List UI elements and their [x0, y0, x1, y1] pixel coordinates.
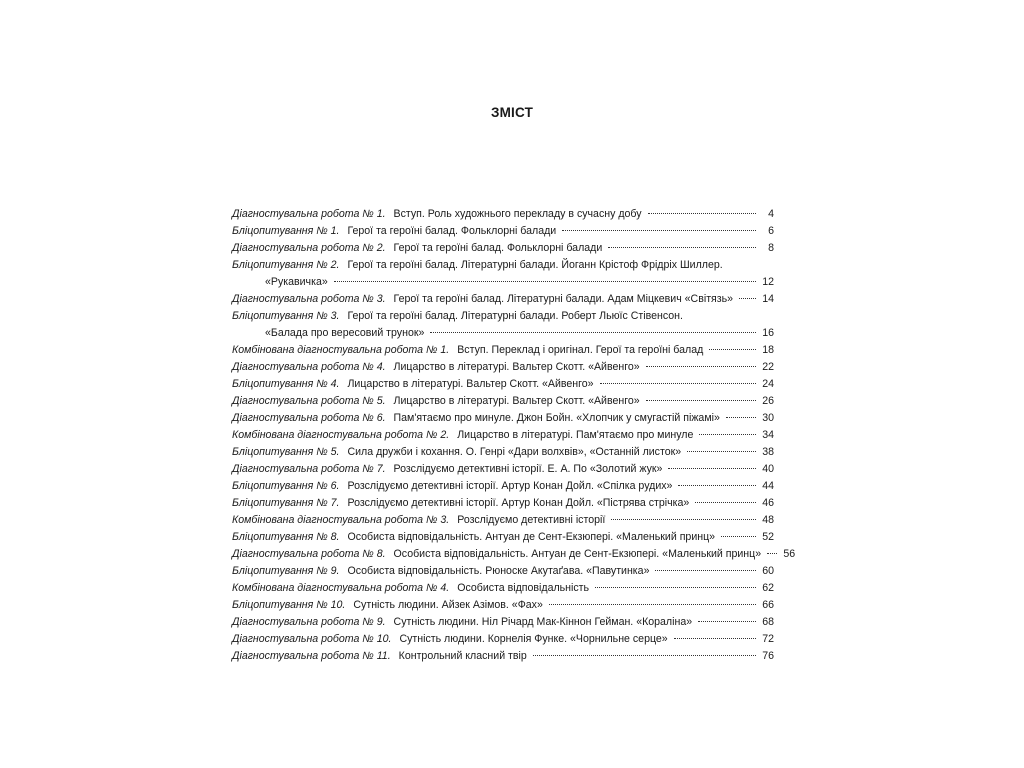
dot-leader: [600, 383, 756, 384]
toc-entry-page: 44: [762, 480, 774, 492]
toc-entry-label: Бліцопитування № 4.: [232, 378, 340, 390]
toc-entry: [232, 597, 774, 614]
toc-entry-label: Бліцопитування № 5.: [232, 446, 340, 458]
toc-entry-label: Діагностувальна робота № 5.: [232, 395, 386, 407]
toc-entry: [232, 257, 774, 274]
toc-entry-page: 8: [768, 242, 774, 254]
toc-entry-page: 34: [762, 429, 774, 441]
toc-entry-page: 72: [762, 633, 774, 645]
toc-entry-label: Діагностувальна робота № 10.: [232, 633, 392, 645]
toc-entry-label: Діагностувальна робота № 8.: [232, 548, 386, 560]
toc-entry: [232, 631, 774, 648]
toc-entry-page: 46: [762, 497, 774, 509]
toc-entry-page: 4: [768, 208, 774, 220]
dot-leader: [726, 417, 756, 418]
toc-entry-title: Вступ. Роль художнього перекладу в сучасну добу: [393, 208, 642, 220]
toc-entry-title: Лицарство в літературі. Вальтер Скотт. «Айвенго»: [347, 378, 594, 390]
toc-entry: [232, 529, 774, 546]
toc-entry-page: 26: [762, 395, 774, 407]
toc-entry-title: Розслідуємо детективні історії. Артур Конан Дойл. «Спілка рудих»: [347, 480, 673, 492]
toc-entry-page: 48: [762, 514, 774, 526]
toc-entry-label: Бліцопитування № 7.: [232, 497, 340, 509]
toc-entry-continuation: [232, 274, 774, 291]
toc-entry-title: Контрольний класний твір: [398, 650, 527, 662]
toc-entry-title: Розслідуємо детективні історії. Е. А. По «Золотий жук»: [393, 463, 663, 475]
toc-entry-title: Герої та героїні балад. Літературні балади. Йоганн Крістоф Фрідріх Шиллер.: [347, 259, 723, 271]
toc-entry-label: Бліцопитування № 2.: [232, 259, 340, 271]
toc-entry: [232, 359, 774, 376]
toc-entry-page: 6: [768, 225, 774, 237]
dot-leader: [709, 349, 756, 350]
toc-entry: [232, 240, 774, 257]
dot-leader: [668, 468, 756, 469]
toc-entry: [232, 444, 774, 461]
toc-entry-page: 16: [762, 327, 774, 339]
toc-entry-title: Вступ. Переклад і оригінал. Герої та героїні балад: [457, 344, 704, 356]
toc-entry-title: Особиста відповідальність. Антуан де Сент-Екзюпері. «Маленький принц»: [347, 531, 716, 543]
dot-leader: [595, 587, 756, 588]
toc-entry-label: Бліцопитування № 1.: [232, 225, 340, 237]
toc-entry-page: 22: [762, 361, 774, 373]
dot-leader: [687, 451, 756, 452]
toc-entry-page: 14: [762, 293, 774, 305]
toc-entry-label: Комбінована діагностувальна робота № 4.: [232, 582, 450, 594]
toc-entry-title: Розслідуємо детективні історії. Артур Конан Дойл. «Пістрява стрічка»: [347, 497, 690, 509]
toc-entry-page: 40: [762, 463, 774, 475]
toc-entry-page: 66: [762, 599, 774, 611]
toc-entry-page: 60: [762, 565, 774, 577]
toc-entry: [232, 308, 774, 325]
toc-entry: [232, 614, 774, 631]
dot-leader: [646, 400, 756, 401]
dot-leader: [648, 213, 756, 214]
dot-leader: [334, 281, 756, 282]
toc-entry: [232, 427, 774, 444]
toc-entry-label: Бліцопитування № 10.: [232, 599, 346, 611]
toc-entry-title: Сутність людини. Корнелія Функе. «Чорнильне серце»: [399, 633, 668, 645]
toc-entry: [232, 648, 774, 665]
toc-entry-label: Бліцопитування № 3.: [232, 310, 340, 322]
toc-entry-label: Бліцопитування № 6.: [232, 480, 340, 492]
dot-leader: [721, 536, 756, 537]
toc-entry-title: Пам'ятаємо про минуле. Джон Бойн. «Хлопчик у смугастій піжамі»: [393, 412, 720, 424]
dot-leader: [699, 434, 756, 435]
toc-entry-title: Герої та героїні балад. Фольклорні балади: [347, 225, 557, 237]
toc-entry-page: 18: [762, 344, 774, 356]
toc-entry-title: Розслідуємо детективні історії: [457, 514, 606, 526]
toc-entry-title: Лицарство в літературі. Пам'ятаємо про минуле: [457, 429, 694, 441]
dot-leader: [678, 485, 756, 486]
toc-entry-page: 68: [762, 616, 774, 628]
toc-entry: [232, 563, 774, 580]
toc-entry: [232, 206, 774, 223]
toc-entry-label: Діагностувальна робота № 6.: [232, 412, 386, 424]
dot-leader: [430, 332, 756, 333]
table-of-contents: [232, 206, 796, 665]
dot-leader: [655, 570, 756, 571]
toc-entry-title: Особиста відповідальність. Рюноске Акутаґава. «Павутинка»: [347, 565, 650, 577]
toc-entry: [232, 461, 774, 478]
toc-entry-page: 52: [762, 531, 774, 543]
toc-entry: [232, 495, 774, 512]
toc-entry: [232, 223, 774, 240]
dot-leader: [767, 553, 777, 554]
toc-entry-continuation: [232, 325, 774, 342]
dot-leader: [698, 621, 756, 622]
toc-entry-label: Бліцопитування № 8.: [232, 531, 340, 543]
toc-entry: [232, 580, 774, 597]
toc-entry-page: 30: [762, 412, 774, 424]
dot-leader: [674, 638, 756, 639]
toc-entry-label: Діагностувальна робота № 4.: [232, 361, 386, 373]
page-title: ЗМІСТ: [490, 105, 534, 120]
dot-leader: [739, 298, 756, 299]
toc-entry-page: 62: [762, 582, 774, 594]
dot-leader: [611, 519, 756, 520]
toc-entry: [232, 342, 774, 359]
toc-entry-title: Особиста відповідальність: [457, 582, 590, 594]
dot-leader: [646, 366, 756, 367]
toc-entry-label: Діагностувальна робота № 1.: [232, 208, 386, 220]
toc-entry-page: 56: [783, 548, 796, 560]
toc-entry-title: Особиста відповідальність. Антуан де Сент-Екзюпері. «Маленький принц»: [393, 548, 762, 560]
toc-entry-title-continuation: «Балада про вересовий трунок»: [265, 327, 425, 339]
toc-entry-title: Сила дружби і кохання. О. Генрі «Дари волхвів», «Останній листок»: [347, 446, 682, 458]
dot-leader: [549, 604, 756, 605]
toc-entry: [232, 376, 774, 393]
toc-entry: [232, 512, 774, 529]
toc-entry-label: Комбінована діагностувальна робота № 2.: [232, 429, 450, 441]
dot-leader: [562, 230, 756, 231]
toc-entry-title: Сутність людини. Ніл Річард Мак-Кіннон Гейман. «Кораліна»: [393, 616, 693, 628]
toc-entry: [232, 393, 774, 410]
toc-entry-label: Діагностувальна робота № 7.: [232, 463, 386, 475]
toc-entry: [232, 478, 774, 495]
toc-entry-title: Герої та героїні балад. Фольклорні балади: [393, 242, 603, 254]
toc-entry-label: Діагностувальна робота № 9.: [232, 616, 386, 628]
toc-entry-label: Бліцопитування № 9.: [232, 565, 340, 577]
dot-leader: [608, 247, 756, 248]
toc-entry-label: Комбінована діагностувальна робота № 1.: [232, 344, 450, 356]
toc-entry-page: 24: [762, 378, 774, 390]
toc-entry: [232, 546, 796, 563]
toc-entry: [232, 291, 774, 308]
toc-entry-title: Сутність людини. Айзек Азімов. «Фах»: [353, 599, 543, 611]
toc-entry-title: Герої та героїні балад. Літературні балади. Адам Міцкевич «Світязь»: [393, 293, 734, 305]
toc-entry-title: Лицарство в літературі. Вальтер Скотт. «Айвенго»: [393, 395, 640, 407]
toc-entry-page: 76: [762, 650, 774, 662]
toc-entry-page: 38: [762, 446, 774, 458]
toc-entry-label: Діагностувальна робота № 3.: [232, 293, 386, 305]
dot-leader: [533, 655, 756, 656]
toc-entry-label: Діагностувальна робота № 2.: [232, 242, 386, 254]
toc-entry-page: 12: [762, 276, 774, 288]
toc-entry-title: Лицарство в літературі. Вальтер Скотт. «Айвенго»: [393, 361, 640, 373]
toc-entry: [232, 410, 774, 427]
toc-entry-label: Комбінована діагностувальна робота № 3.: [232, 514, 450, 526]
toc-entry-label: Діагностувальна робота № 11.: [232, 650, 391, 662]
toc-entry-title-continuation: «Рукавичка»: [265, 276, 328, 288]
dot-leader: [695, 502, 756, 503]
toc-entry-title: Герої та героїні балад. Літературні балади. Роберт Льюїс Стівенсон.: [347, 310, 683, 322]
